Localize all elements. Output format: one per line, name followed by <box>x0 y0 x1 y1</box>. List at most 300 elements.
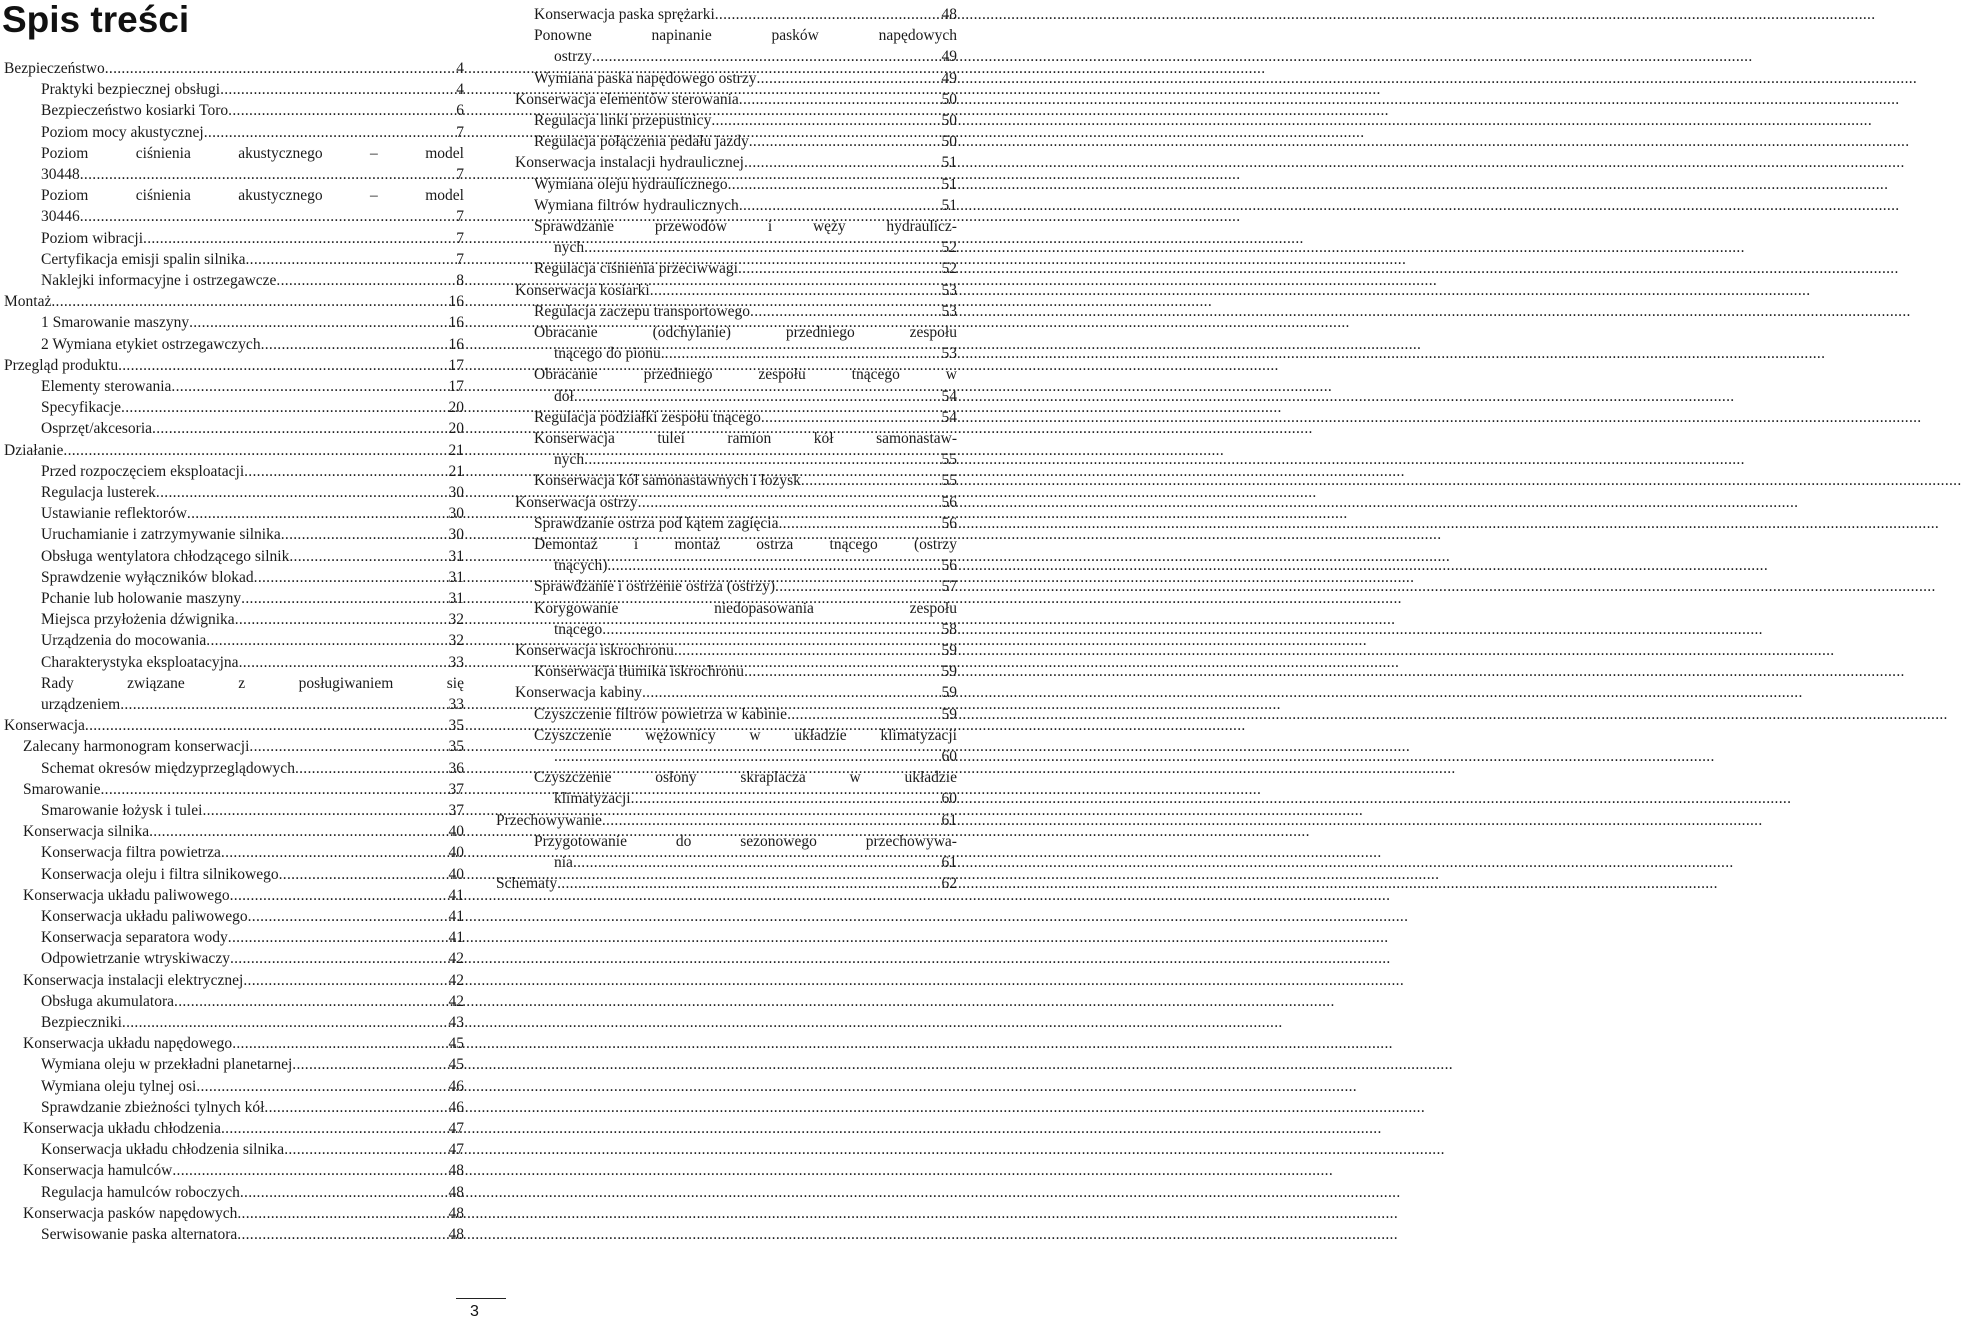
toc-entry-text: 1 Smarowanie maszyny <box>41 314 190 332</box>
toc-page-number: 56 <box>941 557 957 575</box>
toc-entry[interactable] <box>554 555 957 576</box>
toc-entry[interactable] <box>4 58 464 79</box>
toc-entry[interactable] <box>41 567 464 588</box>
dot-leader <box>749 131 941 152</box>
toc-entry-text: Konserwacja tłumika iskrochronu <box>534 663 745 681</box>
toc-word: (ostrzy <box>913 536 957 553</box>
toc-entry[interactable] <box>534 195 957 216</box>
dot-leader <box>281 524 448 545</box>
toc-entry-text: Schematy <box>496 875 558 893</box>
toc-entry-text: Certyfikacja emisji spalin silnika <box>41 250 246 268</box>
toc-entry[interactable] <box>41 1012 464 1033</box>
dot-leader <box>715 4 941 25</box>
toc-entry[interactable] <box>515 280 957 301</box>
toc-entry-text: Regulacja zaczepu transportowego <box>534 302 751 320</box>
toc-entry[interactable] <box>554 619 957 640</box>
toc-entry[interactable] <box>4 355 464 376</box>
toc-entry-continuation: tnących) <box>554 557 608 575</box>
toc-entry-text: Poziom wibracji <box>41 229 144 247</box>
toc-page-number: 48 <box>448 1204 464 1222</box>
toc-word: samonastaw- <box>876 430 957 447</box>
toc-page-number: 33 <box>448 696 464 713</box>
toc-word: związane <box>127 674 185 692</box>
toc-entry-text <box>534 364 957 385</box>
toc-page-number: 55 <box>941 451 957 469</box>
dot-leader <box>232 1033 447 1054</box>
toc-entry[interactable] <box>534 258 957 279</box>
dot-leader <box>711 110 940 131</box>
toc-page-number: 32 <box>448 632 464 650</box>
toc-entry-text <box>41 185 464 206</box>
toc-page-number: 41 <box>448 908 464 925</box>
toc-entry[interactable] <box>515 89 957 110</box>
toc-word: w <box>849 769 861 787</box>
dot-leader <box>761 407 941 428</box>
toc-entry-text: Konserwacja układu chłodzenia <box>23 1120 221 1137</box>
dot-leader <box>602 619 940 640</box>
toc-entry-text <box>534 598 957 619</box>
toc-entry[interactable] <box>515 492 957 513</box>
page-title: Spis treści <box>2 0 190 40</box>
toc-page-number: 6 <box>456 102 464 120</box>
toc-entry[interactable] <box>41 758 464 779</box>
toc-entry-text: Czyszczenie filtrów powietrza w kabinie <box>534 705 788 723</box>
toc-entry[interactable] <box>534 68 957 89</box>
dot-leader <box>642 682 941 703</box>
toc-page-number: 42 <box>448 992 464 1010</box>
toc-entry-text: Regulacja ciśnienia przeciwwagi <box>534 260 738 278</box>
toc-word: ciśnienia <box>135 144 191 162</box>
toc-entry[interactable] <box>41 1054 464 1075</box>
toc-page-number: 37 <box>448 780 464 798</box>
toc-entry-continuation: klimatyzacji <box>554 790 631 808</box>
dot-leader <box>674 640 941 661</box>
toc-entry-text: Obsługa wentylatora chłodzącego silnik <box>41 547 290 565</box>
toc-entry[interactable] <box>41 228 464 249</box>
toc-entry-text: Działanie <box>4 441 64 459</box>
toc-word: węży <box>812 218 846 235</box>
toc-entry-text: Konserwacja kół samonastawnych i łożysk <box>534 472 801 490</box>
toc-page-number: 48 <box>941 6 957 23</box>
toc-word: ciśnienia <box>135 187 191 205</box>
dot-leader <box>152 418 447 439</box>
toc-word: Przygotowanie <box>534 832 627 850</box>
toc-entry[interactable] <box>23 970 464 991</box>
toc-page-number: 50 <box>941 112 957 129</box>
toc-entry[interactable] <box>41 630 464 651</box>
toc-page-number: 31 <box>448 568 464 586</box>
toc-entry-text: Konserwacja instalacji hydraulicznej <box>515 154 744 172</box>
toc-word: zespołu <box>909 599 957 617</box>
toc-entry-text: Smarowanie łożysk i tulei <box>41 802 203 819</box>
toc-word: i <box>633 536 639 553</box>
toc-entry-text: Konserwacja elementów sterowania <box>515 90 739 108</box>
dot-leader <box>248 906 448 927</box>
toc-page-number: 50 <box>941 133 957 151</box>
toc-word: w <box>749 726 761 744</box>
dot-leader <box>557 873 940 894</box>
toc-entry[interactable] <box>41 164 464 185</box>
toc-entry[interactable] <box>41 927 464 948</box>
toc-word: układzie <box>794 726 847 744</box>
toc-word: skraplacza <box>740 769 806 787</box>
toc-page-number: 31 <box>448 547 464 565</box>
toc-entry-text: Konserwacja iskrochronu <box>515 642 674 659</box>
toc-word: Obracanie <box>534 366 598 384</box>
toc-page-number: 31 <box>448 590 464 607</box>
toc-page-number: 37 <box>448 802 464 819</box>
dot-leader <box>584 237 940 258</box>
toc-entry-text: Regulacja linki przepustnicy <box>534 112 712 129</box>
toc-page-number: 51 <box>941 175 957 193</box>
toc-entry[interactable] <box>41 1182 464 1203</box>
toc-page-number: 54 <box>941 387 957 405</box>
toc-word: pasków <box>771 27 819 45</box>
toc-entry-text: Konserwacja filtra powietrza <box>41 844 221 862</box>
dot-leader <box>744 152 941 173</box>
toc-entry-text <box>534 322 957 343</box>
toc-page-number: 52 <box>941 260 957 278</box>
toc-page-number: 33 <box>448 653 464 671</box>
dot-leader <box>206 630 447 651</box>
toc-entry[interactable] <box>41 397 464 418</box>
toc-entry[interactable] <box>41 122 464 143</box>
toc-word: do <box>675 832 692 850</box>
dot-leader <box>174 991 447 1012</box>
toc-entry-continuation: urządzeniem <box>41 696 121 713</box>
toc-entry[interactable] <box>534 110 957 131</box>
toc-entry[interactable] <box>41 1076 464 1097</box>
dot-leader <box>279 864 448 885</box>
toc-entry[interactable] <box>534 131 957 152</box>
dot-leader <box>245 249 455 270</box>
toc-entry[interactable] <box>4 715 464 736</box>
toc-word: przedniego <box>643 366 713 384</box>
toc-entry-text <box>41 673 464 694</box>
toc-word: się <box>446 674 464 692</box>
toc-page-number: 54 <box>941 408 957 426</box>
toc-entry[interactable] <box>23 779 464 800</box>
toc-entry[interactable] <box>534 301 957 322</box>
toc-entry-text: Konserwacja układu napędowego <box>23 1035 233 1053</box>
toc-word: tnącego <box>851 366 900 384</box>
dot-leader <box>775 576 940 597</box>
toc-entry-text: Konserwacja kabiny <box>515 684 642 702</box>
toc-word: Korygowanie <box>534 599 619 617</box>
toc-entry[interactable] <box>554 746 957 767</box>
toc-page-number: 42 <box>448 950 464 968</box>
toc-entry[interactable] <box>534 513 957 534</box>
toc-page-number: 60 <box>941 748 957 765</box>
toc-entry[interactable] <box>41 1139 464 1160</box>
toc-page-number: 51 <box>941 154 957 172</box>
toc-word: z <box>238 674 246 692</box>
dot-leader <box>143 228 455 249</box>
toc-entry[interactable] <box>23 1118 464 1139</box>
dot-leader <box>292 1054 447 1075</box>
toc-entry[interactable] <box>41 588 464 609</box>
toc-entry-text: 2 Wymiana etykiet ostrzegawczych <box>41 335 261 353</box>
toc-entry-continuation: nia <box>554 854 573 871</box>
toc-entry[interactable] <box>41 376 464 397</box>
toc-page-number: 43 <box>448 1014 464 1031</box>
toc-entry[interactable] <box>41 249 464 270</box>
toc-word: tnącego <box>829 536 878 553</box>
toc-entry-text: Konserwacja kosiarki <box>515 281 650 299</box>
dot-leader <box>607 555 940 576</box>
toc-word: przewodów <box>654 218 728 235</box>
toc-entry[interactable] <box>41 842 464 863</box>
toc-entry-text: Regulacja podziałki zespołu tnącego <box>534 408 761 426</box>
toc-word: Sprawdzanie <box>534 218 615 235</box>
toc-entry-text: Przed rozpoczęciem eksploatacji <box>41 462 245 480</box>
toc-entry[interactable] <box>41 482 464 503</box>
toc-page-number: 17 <box>448 378 464 395</box>
dot-leader <box>156 482 448 503</box>
toc-page-number: 59 <box>941 663 957 681</box>
toc-page-number: 20 <box>448 399 464 417</box>
toc-entry-text: Przegląd produktu <box>4 356 119 374</box>
dot-leader <box>295 758 448 779</box>
dot-leader <box>801 470 941 491</box>
toc-entry-continuation: 30448 <box>41 166 80 183</box>
toc-entry[interactable] <box>554 343 957 364</box>
toc-entry[interactable] <box>41 991 464 1012</box>
toc-entry-text: Uruchamianie i zatrzymywanie silnika <box>41 526 281 544</box>
toc-page-number: 56 <box>941 514 957 532</box>
toc-entry[interactable] <box>41 694 464 715</box>
dot-leader <box>244 461 447 482</box>
dot-leader <box>574 386 941 407</box>
toc-entry[interactable] <box>534 576 957 597</box>
dot-leader <box>196 1076 447 1097</box>
toc-page-number: 32 <box>448 611 464 629</box>
toc-word: – <box>370 187 378 205</box>
toc-entry[interactable] <box>23 736 464 757</box>
toc-entry[interactable] <box>534 174 957 195</box>
toc-entry[interactable] <box>515 152 957 173</box>
toc-word: wężownicy <box>645 726 716 744</box>
toc-entry-text: Osprzęt/akcesoria <box>41 420 153 438</box>
toc-entry[interactable] <box>554 46 957 67</box>
toc-page-number: 45 <box>448 1035 464 1053</box>
dot-leader <box>51 291 447 312</box>
toc-entry[interactable] <box>41 461 464 482</box>
toc-entry-text: Serwisowanie paska alternatora <box>41 1226 238 1243</box>
dot-leader <box>189 312 447 333</box>
toc-page-number: 50 <box>941 90 957 108</box>
dot-leader <box>120 694 447 715</box>
toc-page-number: 62 <box>941 875 957 893</box>
toc-entry-continuation: nych <box>554 239 585 257</box>
toc-entry[interactable] <box>41 800 464 821</box>
toc-entry[interactable] <box>496 873 957 894</box>
toc-page-number: 41 <box>448 929 464 947</box>
toc-entry-text: Elementy sterowania <box>41 378 172 395</box>
toc-page-number: 30 <box>448 526 464 544</box>
toc-entry[interactable] <box>41 418 464 439</box>
toc-entry[interactable] <box>41 334 464 355</box>
toc-entry[interactable] <box>23 885 464 906</box>
toc-entry[interactable] <box>23 1160 464 1181</box>
toc-entry[interactable] <box>515 640 957 661</box>
toc-page-number: 51 <box>941 196 957 214</box>
toc-entry-text: Sprawdzanie ostrza pod kątem zagięcia <box>534 514 779 532</box>
toc-entry-text: Montaż <box>4 293 52 311</box>
dot-leader <box>284 1139 447 1160</box>
toc-entry[interactable] <box>534 470 957 491</box>
toc-entry[interactable] <box>41 79 464 100</box>
dot-leader <box>728 174 941 195</box>
toc-page-number: 30 <box>448 505 464 523</box>
toc-entry[interactable] <box>41 206 464 227</box>
toc-entry[interactable] <box>41 864 464 885</box>
toc-page-number: 49 <box>941 48 957 66</box>
toc-entry[interactable] <box>534 4 957 25</box>
toc-page-number: 53 <box>941 302 957 320</box>
dot-leader <box>118 355 447 376</box>
dot-leader <box>738 258 941 279</box>
toc-entry-continuation: nych <box>554 451 585 469</box>
dot-leader <box>249 736 447 757</box>
dot-leader <box>121 397 447 418</box>
page-number: 3 <box>470 1303 479 1320</box>
toc-entry[interactable] <box>554 237 957 258</box>
toc-entry[interactable] <box>515 682 957 703</box>
toc-entry[interactable] <box>496 810 957 831</box>
toc-page-number: 47 <box>448 1120 464 1137</box>
dot-leader <box>665 343 941 364</box>
toc-page-number: 35 <box>448 717 464 735</box>
toc-word: montaż <box>674 536 721 553</box>
toc-word: zespołu <box>909 324 957 341</box>
toc-entry[interactable] <box>41 524 464 545</box>
toc-entry[interactable] <box>41 100 464 121</box>
toc-page-number: 48 <box>448 1183 464 1201</box>
toc-page-number: 7 <box>456 250 464 268</box>
toc-page-number: 7 <box>456 166 464 183</box>
toc-entry-text: Urządzenia do mocowania <box>41 632 207 650</box>
toc-page-number: 56 <box>941 493 957 511</box>
toc-entry-text: Sprawdzanie zbieżności tylnych kół <box>41 1098 265 1116</box>
toc-entry[interactable] <box>534 661 957 682</box>
toc-word: akustycznego <box>238 144 323 162</box>
toc-entry-text: Bezpieczeństwo kosiarki Toro <box>41 102 229 120</box>
toc-page-number: 17 <box>448 356 464 374</box>
toc-entry[interactable] <box>41 270 464 291</box>
dot-leader <box>739 89 941 110</box>
toc-entry-text: Praktyki bezpiecznej obsługi <box>41 81 221 99</box>
toc-page-number: 8 <box>456 272 464 289</box>
toc-entry[interactable] <box>41 503 464 524</box>
toc-entry[interactable] <box>534 704 957 725</box>
toc-page-number: 36 <box>448 759 464 777</box>
dot-leader <box>261 334 448 355</box>
toc-entry-text: Konserwacja instalacji elektrycznej <box>23 971 244 989</box>
toc-word: Poziom <box>41 144 89 162</box>
toc-entry-continuation: dół <box>554 387 574 405</box>
toc-page-number: 59 <box>941 684 957 702</box>
dot-leader <box>592 46 941 67</box>
toc-entry[interactable] <box>554 852 957 873</box>
toc-entry[interactable] <box>41 546 464 567</box>
toc-page-number: 45 <box>448 1056 464 1074</box>
toc-entry[interactable] <box>41 948 464 969</box>
toc-page-number: 40 <box>448 823 464 841</box>
dot-leader <box>243 970 447 991</box>
dot-leader <box>237 1224 447 1245</box>
toc-entry[interactable] <box>23 1033 464 1054</box>
toc-entry-text: Obsługa akumulatora <box>41 992 175 1010</box>
toc-word: kół <box>813 430 834 447</box>
toc-entry-text: Pchanie lub holowanie maszyny <box>41 590 242 607</box>
toc-word: – <box>370 144 378 162</box>
toc-entry-text: Sprawdzenie wyłączników blokad <box>41 568 254 586</box>
toc-word: klimatyzacji <box>880 726 957 744</box>
toc-word: Ponowne <box>534 27 592 45</box>
dot-leader <box>228 927 448 948</box>
toc-page-number: 55 <box>941 472 957 490</box>
dot-leader <box>172 1160 447 1181</box>
toc-page-number: 40 <box>448 865 464 883</box>
toc-word: niedopasowania <box>714 599 814 617</box>
toc-entry[interactable] <box>534 407 957 428</box>
dot-leader <box>100 779 447 800</box>
toc-entry[interactable] <box>41 906 464 927</box>
toc-page-number: 46 <box>448 1098 464 1116</box>
toc-entry-text <box>534 428 957 449</box>
toc-word: Obracanie <box>534 324 598 341</box>
toc-entry[interactable] <box>23 821 464 842</box>
toc-entry[interactable] <box>554 788 957 809</box>
toc-word: ramion <box>727 430 772 447</box>
toc-page-number: 4 <box>456 81 464 99</box>
toc-entry-text: Konserwacja hamulców <box>23 1162 173 1180</box>
toc-word: hydraulicz- <box>886 218 957 235</box>
dot-leader <box>221 1118 448 1139</box>
toc-word: napinanie <box>651 27 712 45</box>
toc-page-number: 42 <box>448 971 464 989</box>
toc-entry[interactable] <box>23 1203 464 1224</box>
dot-leader <box>63 440 447 461</box>
toc-entry[interactable] <box>41 1224 464 1245</box>
toc-entry[interactable] <box>41 312 464 333</box>
dot-leader <box>756 68 940 89</box>
toc-page-number: 30 <box>448 484 464 501</box>
toc-entry[interactable] <box>4 440 464 461</box>
toc-entry-text: Regulacja lusterek <box>41 484 156 501</box>
dot-leader <box>230 885 448 906</box>
dot-leader <box>230 948 448 969</box>
toc-entry-text <box>534 767 957 788</box>
toc-entry-text: Bezpieczniki <box>41 1014 122 1031</box>
toc-entry-text: Sprawdzanie i ostrzenie ostrza (ostrzy) <box>534 578 776 596</box>
toc-entry[interactable] <box>41 652 464 673</box>
dot-leader <box>240 1182 448 1203</box>
toc-entry[interactable] <box>4 291 464 312</box>
toc-entry[interactable] <box>41 609 464 630</box>
dot-leader <box>228 100 455 121</box>
toc-entry-text: Miejsca przyłożenia dźwignika <box>41 611 235 629</box>
toc-entry-continuation: tnącego do pionu. <box>554 345 665 363</box>
toc-entry-text: Wymiana oleju hydraulicznego <box>534 175 728 193</box>
dot-leader <box>221 842 448 863</box>
dot-leader <box>573 852 941 873</box>
toc-entry[interactable] <box>41 1097 464 1118</box>
toc-entry[interactable] <box>554 386 957 407</box>
toc-entry-text: Poziom mocy akustycznej <box>41 123 204 141</box>
toc-entry[interactable] <box>554 449 957 470</box>
